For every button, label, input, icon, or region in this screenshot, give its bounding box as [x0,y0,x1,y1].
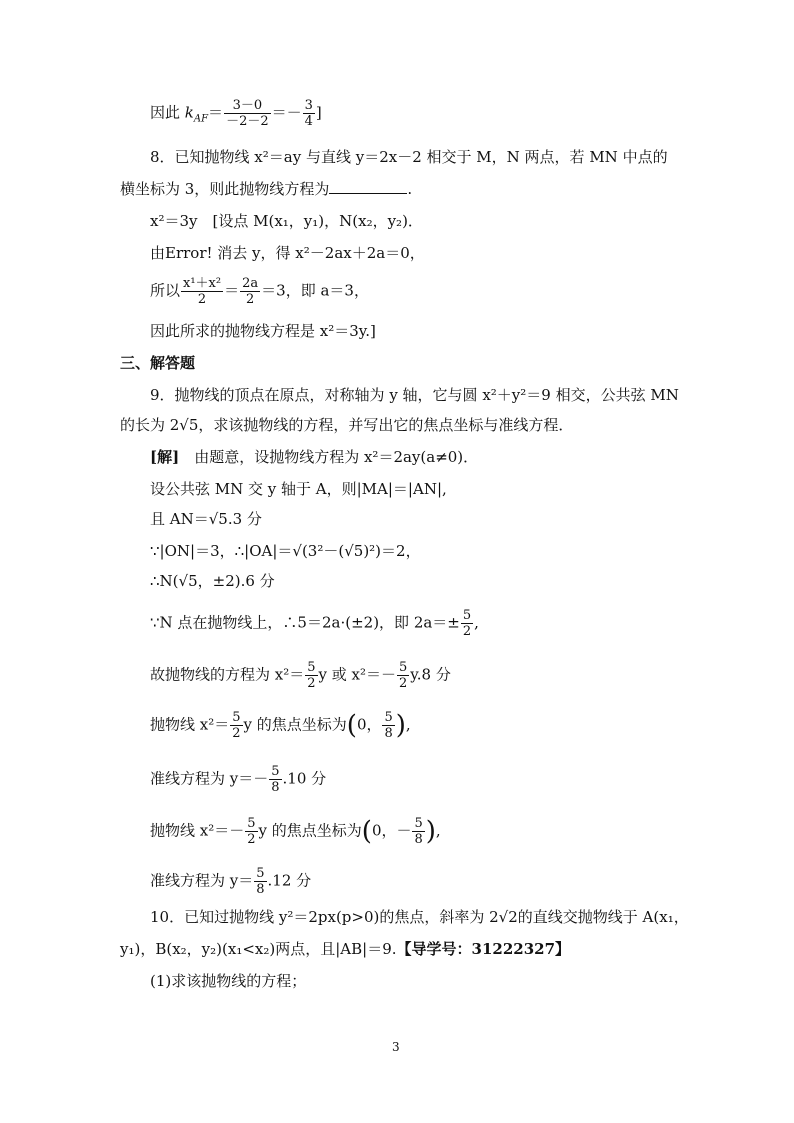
denominator: 8 [256,882,265,897]
fraction [382,710,394,741]
text: .10 分 [282,769,327,788]
fraction [303,98,315,129]
eq-sign: ＝ [271,103,287,122]
text: , [405,715,411,734]
eq-sign: ＝ [224,281,240,300]
k-subscript: AF [193,113,209,125]
fraction [412,816,424,847]
text: , [474,613,479,632]
solution-9-line11 [150,866,311,897]
solution-9-line3: 且 AN＝√5.3 分 [150,510,262,528]
text: 横坐标为 3，则此抛物线方程为 [120,180,330,198]
solution-9-line1 [150,446,478,468]
text: 准线方程为 y＝－ [150,769,269,788]
text: y 的焦点坐标为 [258,821,362,840]
solution-9-line5: ∴N(√5，±2).6 分 [150,572,275,590]
answer-blank [329,179,407,194]
text: 0，－ [371,821,412,840]
solution-9-line2: 设公共弦 MN 交 y 轴于 A，则|MA|＝|AN|, [150,480,447,498]
answer-8-line1: x²＝3y [设点 M(x₁，y₁)，N(x₂，y₂)． [150,212,423,230]
text: ∵N 点在抛物线上，∴5＝2a·(±2)，即 2a＝± [150,613,460,632]
fraction [245,816,257,847]
denominator: 2 [247,832,256,847]
right-paren: ) [425,816,436,847]
text: , [435,821,441,840]
text: 因此 [150,103,185,122]
denominator: 2 [399,676,408,691]
section-heading: 三、解答题 [120,354,196,372]
denominator: 8 [271,780,280,795]
solution-9-line9 [150,764,326,795]
denominator: 2 [307,676,316,691]
text: 抛物线 x²＝－ [150,821,245,840]
text: ＝3，即 a＝3， [261,281,369,300]
numerator: 3 [304,98,313,113]
denominator: 2 [246,292,255,307]
minus-sign: － [286,103,302,122]
answer-8-line2: 由Error! 消去 y，得 x²－2ax＋2a＝0， [150,244,425,262]
text: 由题意，设抛物线方程为 x²＝2ay(a≠0)． [179,448,479,466]
numerator: 5 [256,866,265,881]
text: 所以 [150,281,181,300]
eq-sign: ＝ [208,103,224,122]
numerator: 5 [384,710,393,725]
fraction [397,660,409,691]
denominator: 2 [462,624,472,639]
numerator: 5 [247,816,256,831]
text: . [407,180,413,198]
guide-number: 【导学号：31222327】 [396,940,571,958]
numerator: 5 [462,608,472,623]
solution-9-line8 [150,710,411,741]
fraction [224,98,271,129]
k-symbol: k [184,103,194,122]
question-9-line2: 的长为 2√5，求该抛物线的方程，并写出它的焦点坐标与准线方程． [120,416,574,434]
numerator: x¹＋x² [183,276,222,291]
fraction [254,866,266,897]
fraction [181,276,223,307]
numerator: 5 [399,660,408,675]
solution-9-line6 [150,608,479,639]
denominator: 8 [384,726,393,741]
question-10-line2 [120,938,570,960]
text: 准线方程为 y＝ [150,871,254,890]
question-9-line1: 9．抛物线的顶点在原点，对称轴为 y 轴，它与圆 x²＋y²＝9 相交，公共弦 MN [150,386,679,404]
text: y₁)，B(x₂，y₂)(x₁<x₂)两点，且|AB|＝9. [120,940,397,958]
left-paren: ( [346,710,357,741]
text: y.8 分 [410,665,451,684]
numerator: 5 [271,764,280,779]
solution-9-line10 [150,816,441,847]
text: y 或 x²＝－ [318,665,397,684]
page-number: 3 [392,1040,400,1054]
fraction [461,608,473,639]
fraction [240,276,260,307]
denominator: 2 [232,726,241,741]
denominator: 2 [197,292,207,307]
text: 抛物线 x²＝ [150,715,230,734]
solution-tag: [解] [150,448,180,466]
question-10-line3: (1)求该抛物线的方程； [150,972,307,990]
solution-9-line7 [150,660,451,691]
fraction [230,710,242,741]
text: .12 分 [267,871,312,890]
numerator: 5 [307,660,316,675]
line-kaf [150,98,322,131]
text: 故抛物线的方程为 x²＝ [150,665,305,684]
fraction [305,660,317,691]
numerator: 5 [232,710,241,725]
denominator: 4 [304,114,313,129]
right-paren: ) [395,710,406,741]
answer-8-line4: 因此所求的抛物线方程是 x²＝3y.] [150,322,376,340]
question-8-line2 [120,178,412,200]
numerator: 5 [414,816,423,831]
denominator: 8 [414,832,423,847]
question-10-line1: 10．已知过抛物线 y²＝2px(p>0)的焦点，斜率为 2√2的直线交抛物线于 A(x₁， [150,908,689,926]
numerator: 3－0 [224,98,271,114]
denominator: －2－2 [226,114,269,129]
fraction [269,764,281,795]
solution-9-line4: ∵|ON|＝3，∴|OA|＝√(3²－(√5)²)＝2， [150,542,421,560]
text: 0， [356,715,382,734]
question-8-line1: 8．已知抛物线 x²＝ay 与直线 y＝2x－2 相交于 M，N 两点，若 MN 中点的 [150,148,668,166]
numerator: 2a [242,276,259,291]
bracket: ] [315,103,322,122]
left-paren: ( [361,816,372,847]
text: y 的焦点坐标为 [243,715,347,734]
answer-8-line3 [150,276,369,307]
